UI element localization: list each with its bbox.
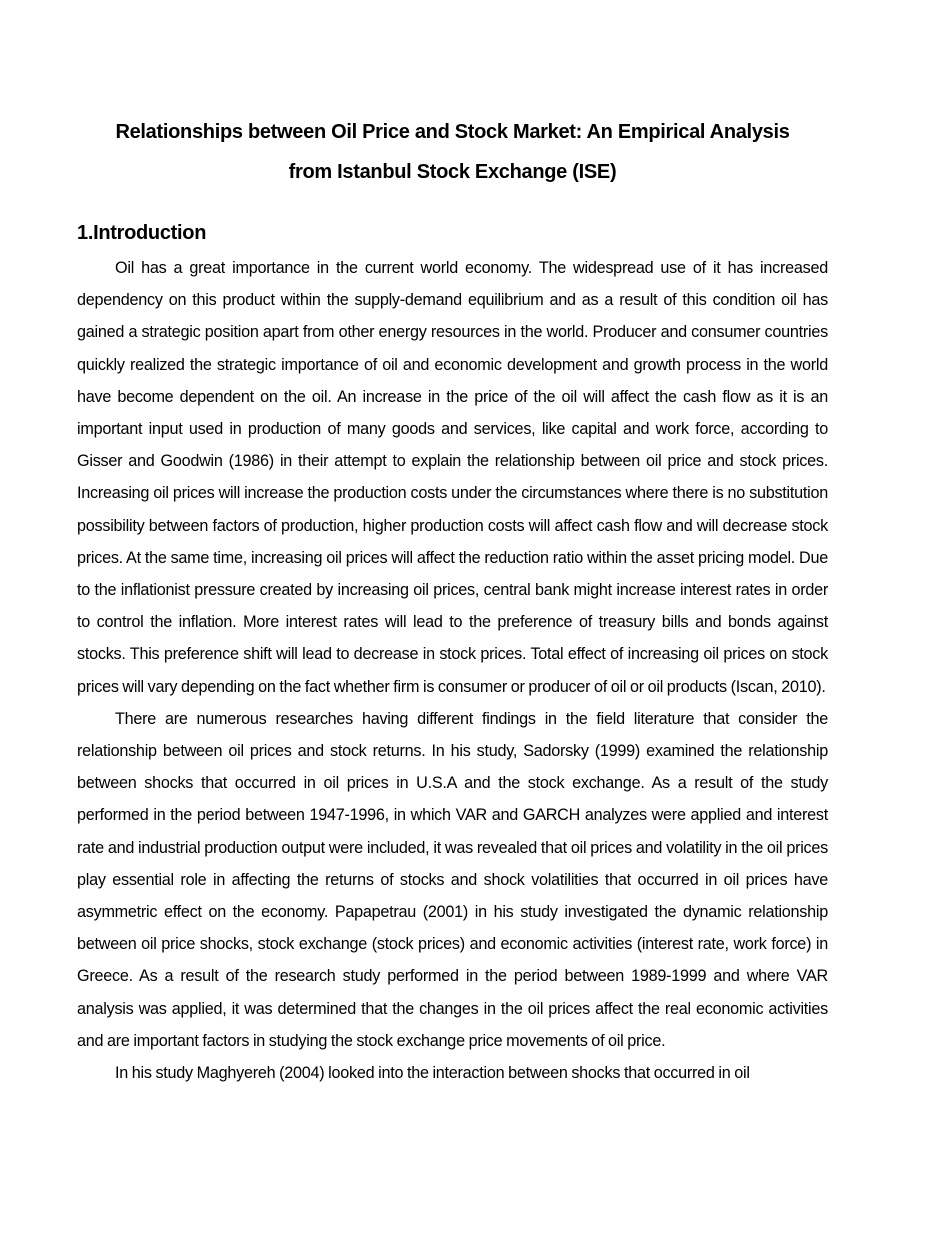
paragraph-2: There are numerous researches having different findings in the field literature that consider the relationship between oil prices and stock returns. In his study, Sadorsky (1999) examined the relationship between shocks that occurred in oil prices in U.S.A and the stock exchange. As a result of the study performed in the period between 1947-1996, in which VAR and GARCH analyzes were applied and interest rate and industrial production output were included, it was revealed that oil prices and volatility in the oil prices play essential role in affecting the returns of stocks and shock volatilities that occurred in oil prices have asymmetric effect on the economy. Papapetrau (2001) in his study investigated the dynamic relationship between oil price shocks, stock exchange (stock prices) and economic activities (interest rate, work force) in Greece. As a result of the research study performed in the period between 1989-1999 and where VAR analysis was applied, it was determined that the changes in the oil prices affect the real economic activities and are important factors in studying the stock exchange price movements of oil price. xyxy=(77,709,828,1050)
document-page xyxy=(77,112,828,1089)
paper-title xyxy=(67,112,838,192)
paragraph-3: In his study Maghyereh (2004) looked into the interaction between shocks that occurred in oil xyxy=(115,1064,750,1083)
section-heading: 1.Introduction xyxy=(77,222,207,244)
paragraph-1: Oil has a great importance in the current world economy. The widespread use of it has increased dependency on this product within the supply-demand equilibrium and as a result of this condition oil has gained a strategic position apart from other energy resources in the world. Producer and consumer countries quickly realized the strategic importance of oil and economic development and growth process in the world have become dependent on the oil. An increase in the price of the oil will affect the cash flow as it is an important input used in production of many goods and services, like capital and work force, according to Gisser and Goodwin (1986) in their attempt to explain the relationship between oil price and stock prices. Increasing oil prices will increase the production costs under the circumstances where there is no substitution possibility between factors of production, higher production costs will affect cash flow and will decrease stock prices. At the same time, increasing oil prices will affect the reduction ratio within the asset pricing model. Due to the inflationist pressure created by increasing oil prices, central bank might increase interest rates in order to control the inflation. More interest rates will lead to the preference of treasury bills and bonds against stocks. This preference shift will lead to decrease in stock prices. Total effect of increasing oil prices on stock prices will vary depending on the fact whether firm is consumer or producer of oil or oil products (Iscan, 2010). xyxy=(77,259,828,696)
title-line-2: from Istanbul Stock Exchange (ISE) xyxy=(288,161,617,183)
title-line-1: Relationships between Oil Price and Stock Market: An Empirical Analysis xyxy=(115,121,790,143)
